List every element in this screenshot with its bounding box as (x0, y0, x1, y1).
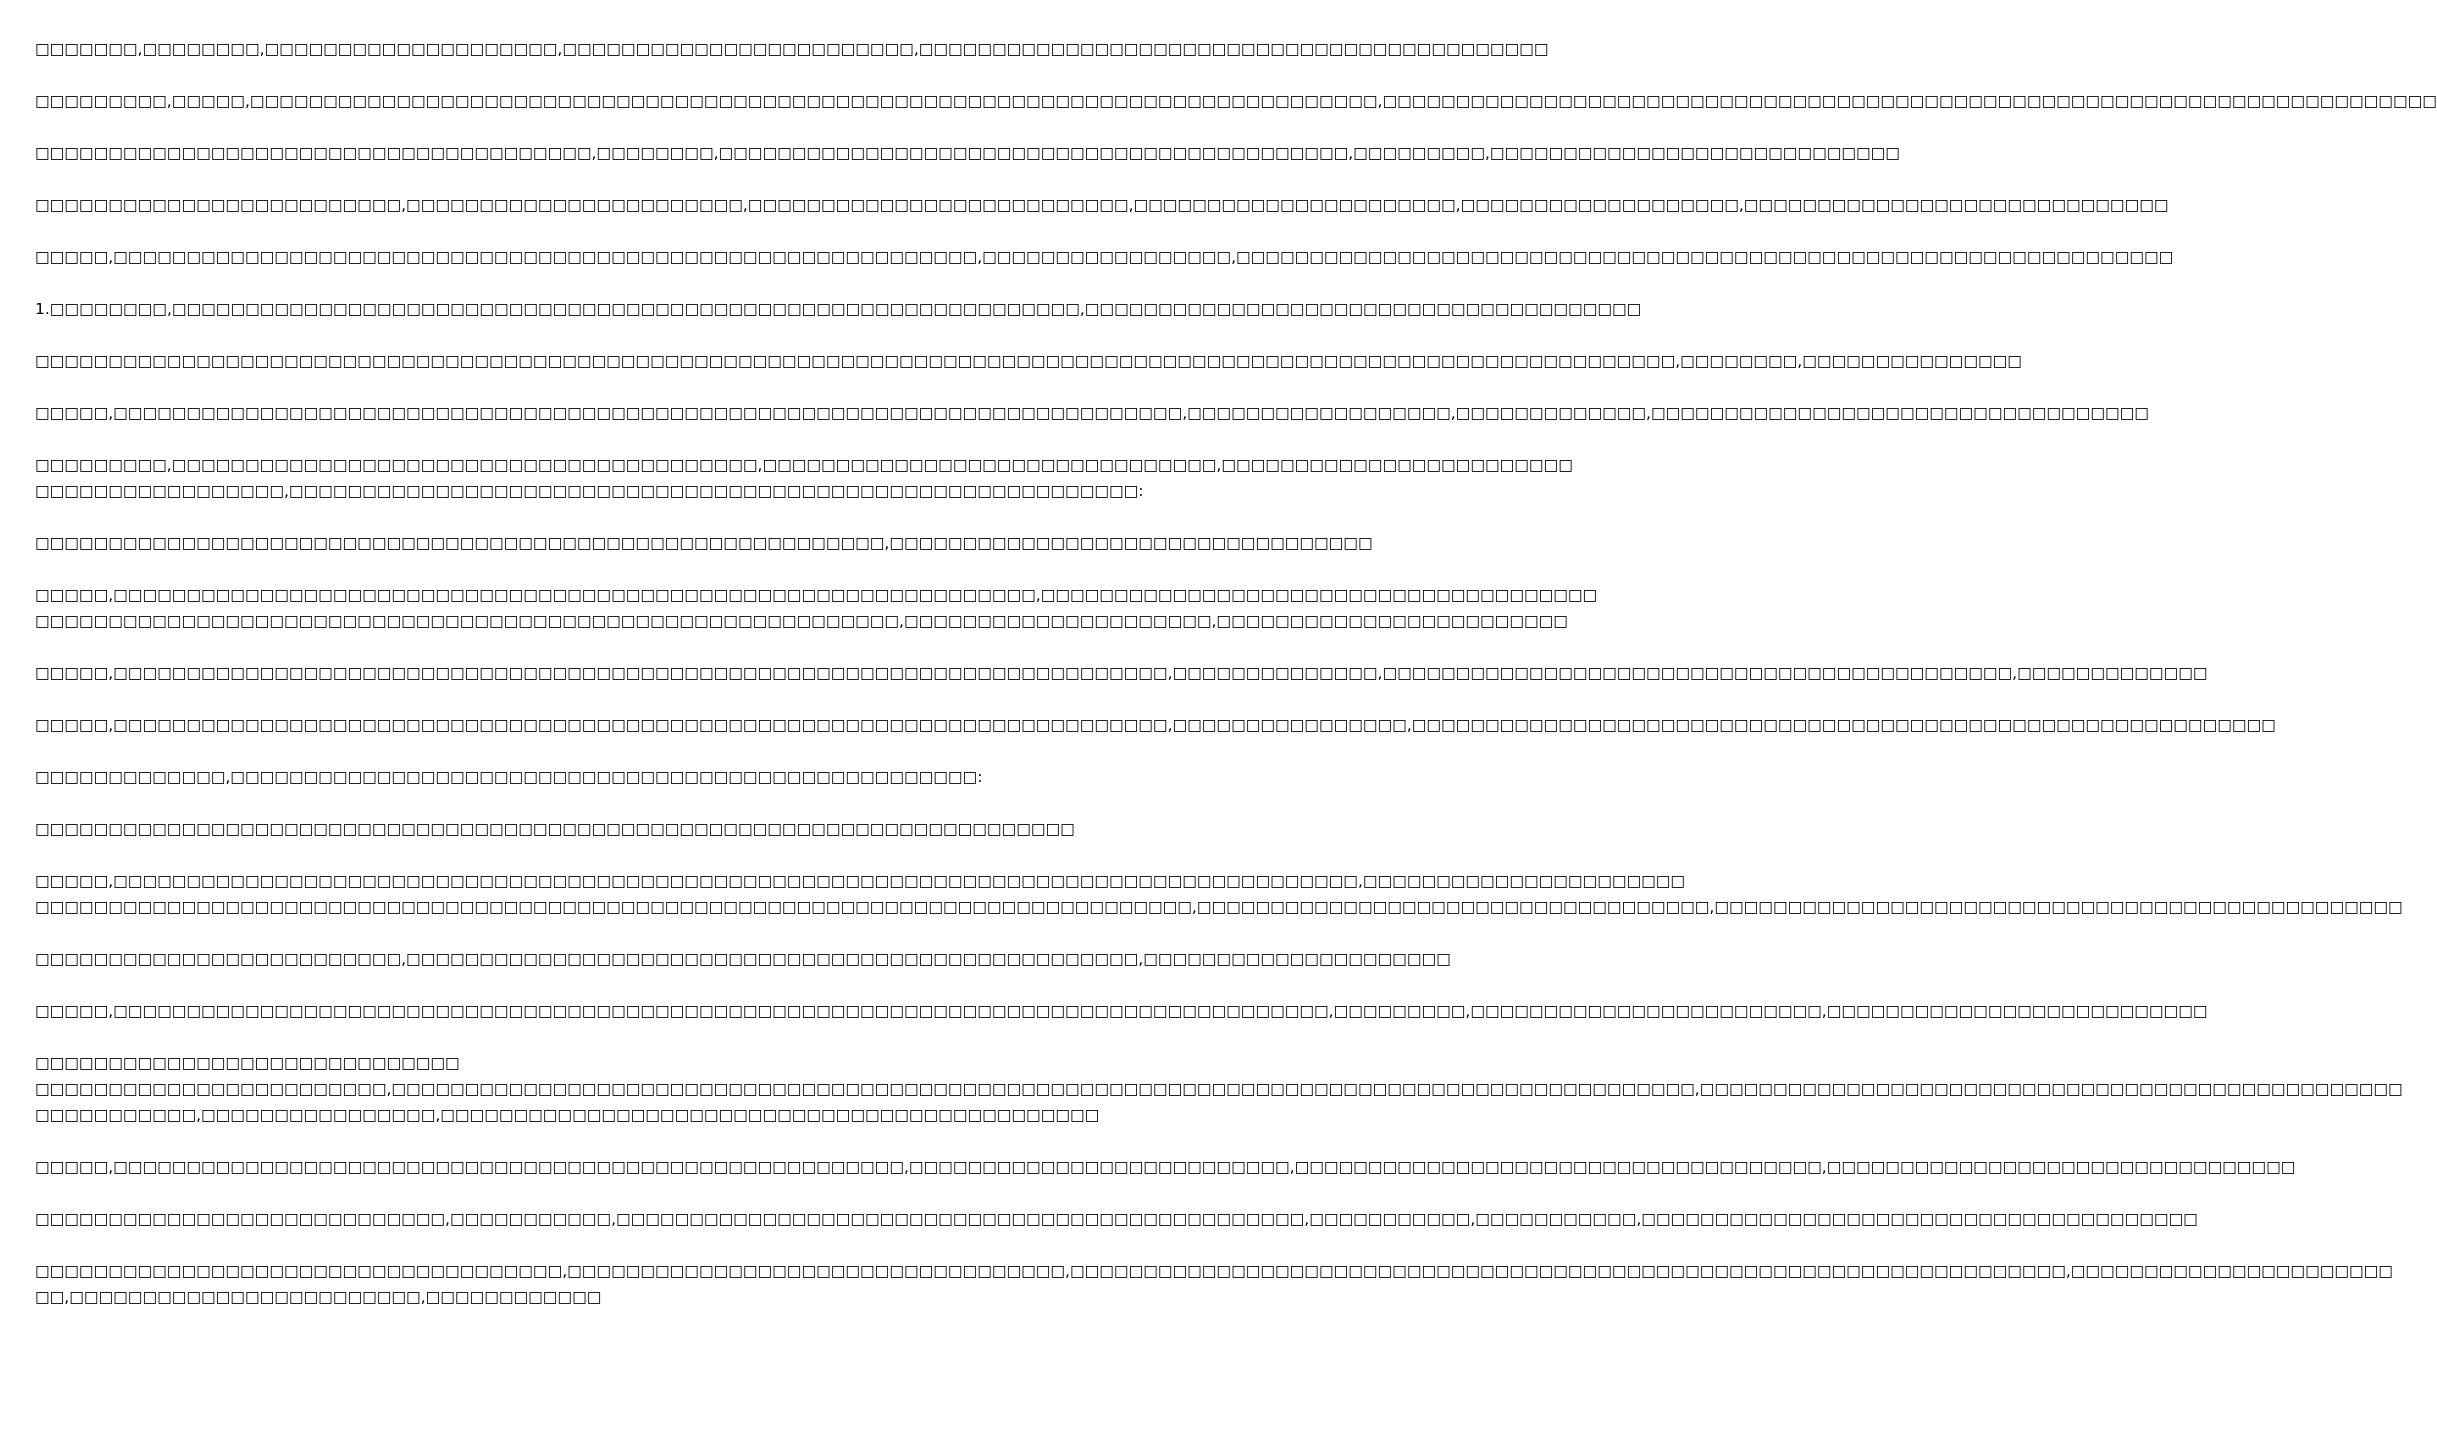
text-line: 1.□□□□□□□□,□□□□□□□□□□□□□□□□□□□□□□□□□□□□□□□□□□□□□□□□□□□□□□□□□□□□□□□□□□□□□□,□□□□□□□□□□□□□□□□□□□□□□□□□□□□□□□□□□□□□□ (35, 300, 1642, 318)
document-page (35, 36, 2437, 1336)
text-line: □□□□□□□□□□□□□□□□□□□□□□□□□,□□□□□□□□□□□□□□□□□□□□□□□,□□□□□□□□□□□□□□□□□□□□□□□□□□,□□□□□□□□□□□□□□□□□□□□□□,□□□□□□□□□□□□□□□□□□□,□□□□□□□□□□□□□□□□□□□□□□□□□□□□□ (35, 196, 2169, 214)
paragraph (35, 582, 1598, 634)
text-line: □□□□□,□□□□□□□□□□□□□□□□□□□□□□□□□□□□□□□□□□□□□□□□□□□□□□□□□□□□□□□□□□□□□□□□□□□□□□□□□,□□□□□□□□□□□□□□□□□□,□□□□□□□□□□□□□,□□□□□□□□□□□□□□□□□□□□□□□□□□□□□□□□□□ (35, 404, 2149, 422)
text-line: □□□□□□□,□□□□□□□□,□□□□□□□□□□□□□□□□□□□□,□□□□□□□□□□□□□□□□□□□□□□□□,□□□□□□□□□□□□□□□□□□□□□□□□□□□□□□□□□□□□□□□□□□□ (35, 40, 1549, 58)
text-line: □□□□□□□□□□□□□,□□□□□□□□□□□□□□□□□□□□□□□□□□□□□□□□□□□□□□□□□□□□□□□□□□□: (35, 768, 983, 786)
text-line: □□□□□,□□□□□□□□□□□□□□□□□□□□□□□□□□□□□□□□□□□□□□□□□□□□□□□□□□□□□□□□□□□□□□□□□□□□□□□□□□□□□□□□□□□,□□□□□□□□□,□□□□□□□□□□□□□□□□□□□□□□□□,□□□□□□□□□□□□□□□□□□□□□□□□□□ (35, 1002, 2208, 1020)
text-line: □□□□□,□□□□□□□□□□□□□□□□□□□□□□□□□□□□□□□□□□□□□□□□□□□□□□□□□□□□□□□□□□□□□□□,□□□□□□□□□□□□□□□□□□□□□□□□□□□□□□□□□□□□□□ (35, 586, 1598, 604)
text-line: □□□□□□□□□□□□□□□□□□□□□□□□□□□□□□□□□□□□□□,□□□□□□□□,□□□□□□□□□□□□□□□□□□□□□□□□□□□□□□□□□□□□□□□□□□□,□□□□□□□□□,□□□□□□□□□□□□□□□□□□□□□□□□□□□□ (35, 144, 1900, 162)
paragraph (35, 660, 2208, 686)
text-line: □□□□□□□□□□□□□□□□□□□□□□□□□,□□□□□□□□□□□□□□□□□□□□□□□□□□□□□□□□□□□□□□□□□□□□□□□□□□,□□□□□□□□□□□□□□□□□□□□□ (35, 950, 1451, 968)
paragraph (35, 140, 1900, 166)
paragraph (35, 998, 2208, 1024)
text-line: □□□□□□□□□□□□□□□□□□□□□□□□□□□□□□□□□□□□□□□□□□□□□□□□□□□□□□□□□□□□□□□□□□□□□□□□□□□□□□□□□□□□□□□□□□□□□□□□□□□□□□□□□□□□□□□□,□□□□□□□□,□□□□□□□□□□□□□□□ (35, 352, 2022, 370)
text-line: □□□□□□□□□□□,□□□□□□□□□□□□□□□□,□□□□□□□□□□□□□□□□□□□□□□□□□□□□□□□□□□□□□□□□□□□□□ (35, 1106, 1100, 1124)
paragraph (35, 452, 1573, 504)
text-line: □□□□□,□□□□□□□□□□□□□□□□□□□□□□□□□□□□□□□□□□□□□□□□□□□□□□□□□□□□□□,□□□□□□□□□□□□□□□□□□□□□□□□□□,□□□□□□□□□□□□□□□□□□□□□□□□□□□□□□□□□□□□,□□□□□□□□□□□□□□□□□□□□□□□□□□□□□□□□ (35, 1158, 2296, 1176)
paragraph (35, 244, 2174, 270)
paragraph (35, 1258, 2393, 1310)
text-line: □□,□□□□□□□□□□□□□□□□□□□□□□□□,□□□□□□□□□□□□ (35, 1288, 602, 1306)
paragraph (35, 1206, 2198, 1232)
paragraph (35, 946, 1451, 972)
paragraph (35, 36, 1549, 62)
paragraph (35, 296, 1642, 322)
text-line: □□□□□□□□□□□□□□□□□□□□□□□□□□□□□□□□□□□□,□□□□□□□□□□□□□□□□□□□□□□□□□□□□□□□□□□,□□□□□□□□□□□□□□□□□□□□□□□□□□□□□□□□□□□□□□□□□□□□□□□□□□□□□□□□□□□□□□□□□□□□,□□□□□□□□□□□□□□□□□□□□□□ (35, 1262, 2393, 1280)
text-line: □□□□□□□□□□□□□□□□□□□□□□□□□□□□□□□□□□□□□□□□□□□□□□□□□□□□□□□□□□□,□□□□□□□□□□□□□□□□□□□□□,□□□□□□□□□□□□□□□□□□□□□□□□ (35, 612, 1568, 630)
paragraph (35, 400, 2149, 426)
paragraph (35, 88, 2437, 114)
text-line: □□□□□,□□□□□□□□□□□□□□□□□□□□□□□□□□□□□□□□□□□□□□□□□□□□□□□□□□□□□□□□□□□□□□□□□□□□□□□□,□□□□□□□□□□□□□□□□,□□□□□□□□□□□□□□□□□□□□□□□□□□□□□□□□□□□□□□□□□□□□□□□□□□□□□□□□□□□ (35, 716, 2276, 734)
paragraph (35, 868, 2403, 920)
text-line: □□□□□□□□□,□□□□□,□□□□□□□□□□□□□□□□□□□□□□□□□□□□□□□□□□□□□□□□□□□□□□□□□□□□□□□□□□□□□□□□□□□□□□□□□□□□□,□□□□□□□□□□□□□□□□□□□□□□□□□□□□□□□□□□□□□□□□□□□□□□□□□□□□□□□□□□□□□□□□□□□□□□□□ (35, 92, 2437, 110)
paragraph (35, 348, 2022, 374)
paragraph (35, 192, 2169, 218)
text-line: □□□□□□□□□□□□□□□□□□□□□□□□,□□□□□□□□□□□□□□□□□□□□□□□□□□□□□□□□□□□□□□□□□□□□□□□□□□□□□□□□□□□□□□□□□□□□□□□□□□□□□□□□□□□□□□□□□,□□□□□□□□□□□□□□□□□□□□□□□□□□□□□□□□□□□□□□□□□□□□□□□□ (35, 1080, 2403, 1098)
text-line: □□□□□,□□□□□□□□□□□□□□□□□□□□□□□□□□□□□□□□□□□□□□□□□□□□□□□□□□□□□□□□□□□□□□□□□□□□□□□□□□□□□□□□□□□□□,□□□□□□□□□□□□□□□□□□□□□□ (35, 872, 1686, 890)
paragraph (35, 1050, 2403, 1128)
paragraph (35, 712, 2276, 738)
text-line: □□□□□,□□□□□□□□□□□□□□□□□□□□□□□□□□□□□□□□□□□□□□□□□□□□□□□□□□□□□□□□□□□□□□□□□□□□□□□□,□□□□□□□□□□□□□□,□□□□□□□□□□□□□□□□□□□□□□□□□□□□□□□□□□□□□□□□□□□,□□□□□□□□□□□□□ (35, 664, 2208, 682)
paragraph (35, 1154, 2296, 1180)
paragraph (35, 764, 990, 790)
text-line: □□□□□□□□□□□□□□□□□□□□□□□□□□□□□ (35, 1054, 460, 1072)
paragraph (35, 816, 1075, 842)
text-line: □□□□□□□□□□□□□□□□□□□□□□□□□□□□□□□□□□□□□□□□□□□□□□□□□□□□□□□□□□,□□□□□□□□□□□□□□□□□□□□□□□□□□□□□□□□□ (35, 534, 1373, 552)
text-line: □□□□□□□□□□□□□□□□□□□□□□□□□□□□,□□□□□□□□□□□,□□□□□□□□□□□□□□□□□□□□□□□□□□□□□□□□□□□□□□□□□□□□□□□,□□□□□□□□□□□,□□□□□□□□□□□,□□□□□□□□□□□□□□□□□□□□□□□□□□□□□□□□□□□□□□ (35, 1210, 2198, 1228)
text-line: □□□□□□□□□,□□□□□□□□□□□□□□□□□□□□□□□□□□□□□□□□□□□□□□□□,□□□□□□□□□□□□□□□□□□□□□□□□□□□□□□□,□□□□□□□□□□□□□□□□□□□□□□□□ (35, 456, 1573, 474)
text-line: □□□□□□□□□□□□□□□□□□□□□□□□□□□□□□□□□□□□□□□□□□□□□□□□□□□□□□□□□□□□□□□□□□□□□□□□□□□□□□□,□□□□□□□□□□□□□□□□□□□□□□□□□□□□□□□□□□□,□□□□□□□□□□□□□□□□□□□□□□□□□□□□□□□□□□□□□□□□□□□□□□□ (35, 898, 2403, 916)
paragraph (35, 530, 1373, 556)
text-line: □□□□□□□□□□□□□□□□□□□□□□□□□□□□□□□□□□□□□□□□□□□□□□□□□□□□□□□□□□□□□□□□□□□□□□□ (35, 820, 1075, 838)
text-line: □□□□□□□□□□□□□□□□□,□□□□□□□□□□□□□□□□□□□□□□□□□□□□□□□□□□□□□□□□□□□□□□□□□□□□□□□□□□: (35, 482, 1144, 500)
text-line: □□□□□,□□□□□□□□□□□□□□□□□□□□□□□□□□□□□□□□□□□□□□□□□□□□□□□□□□□□□□□□□□□,□□□□□□□□□□□□□□□□□,□□□□□□□□□□□□□□□□□□□□□□□□□□□□□□□□□□□□□□□□□□□□□□□□□□□□□□□□□□□□□□□□ (35, 248, 2174, 266)
